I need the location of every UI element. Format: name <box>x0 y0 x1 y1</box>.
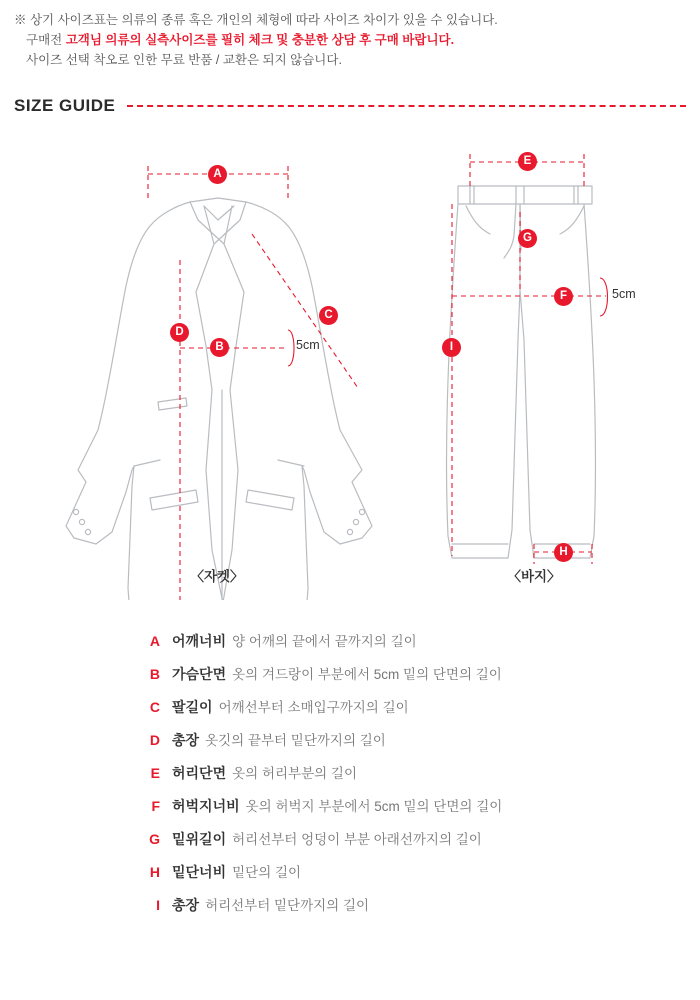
legend-row <box>0 828 700 861</box>
notice-line-2-prefix: 구매전 <box>26 33 66 47</box>
legend-row <box>0 795 700 828</box>
title-dashed-rule <box>127 105 686 107</box>
notice-line-2 <box>14 30 674 50</box>
legend-term: 허벅지너비 <box>172 798 240 814</box>
marker-e-pants-waist: E <box>518 152 537 171</box>
section-header <box>14 96 686 116</box>
legend-description: 옷의 허벅지 부분에서 5cm 밑의 단면의 길이 <box>245 799 503 814</box>
legend-key: H <box>149 864 160 880</box>
legend-row <box>0 762 700 795</box>
legend-description: 옷의 허리부분의 길이 <box>232 766 357 781</box>
legend-term: 팔길이 <box>172 699 213 715</box>
marker-h-pants-hem: H <box>554 543 573 562</box>
marker-d-jacket-length: D <box>170 323 189 342</box>
legend-key: B <box>149 666 160 682</box>
legend-key: G <box>149 831 160 847</box>
marker-c-jacket-sleeve: C <box>319 306 338 325</box>
legend-description: 허리선부터 엉덩이 부분 아래선까지의 길이 <box>232 832 482 847</box>
legend-row <box>0 696 700 729</box>
legend-key: I <box>156 897 160 913</box>
legend-description: 옷깃의 끝부터 밑단까지의 길이 <box>205 733 386 748</box>
pants-5cm-note: 5cm <box>612 287 636 301</box>
marker-g-pants-rise: G <box>518 229 537 248</box>
legend-description: 밑단의 길이 <box>232 865 302 880</box>
jacket-caption: 〈자켓〉 <box>190 569 244 584</box>
legend-key: E <box>150 765 160 781</box>
legend-description: 어깨선부터 소매입구까지의 길이 <box>218 700 409 715</box>
notice-line-1: ※ 상기 사이즈표는 의류의 종류 혹은 개인의 체형에 따라 사이즈 차이가 있을 수 있습니다. <box>14 13 498 27</box>
legend-key: A <box>149 633 160 649</box>
legend-description: 양 어깨의 끝에서 끝까지의 길이 <box>232 634 417 649</box>
legend-term: 허리단면 <box>172 765 227 781</box>
jacket-5cm-note: 5cm <box>296 338 320 352</box>
legend-key: D <box>149 732 160 748</box>
legend-row <box>0 729 700 762</box>
legend-term: 어깨너비 <box>172 633 227 649</box>
legend-key: C <box>149 699 160 715</box>
page-title: SIZE GUIDE <box>14 96 116 115</box>
pants-caption: 〈바지〉 <box>507 569 561 584</box>
legend-row <box>0 894 700 927</box>
marker-f-pants-thigh: F <box>554 287 573 306</box>
legend-term: 밑단너비 <box>172 864 227 880</box>
notice-line-2-highlight: 고객님 의류의 실측사이즈를 필히 체크 및 충분한 상담 후 구매 바랍니다. <box>65 33 455 47</box>
marker-i-pants-length: I <box>442 338 461 357</box>
measurement-legend <box>0 630 700 927</box>
legend-term: 총장 <box>172 897 200 913</box>
legend-term: 총장 <box>172 732 200 748</box>
notice-line-3: 사이즈 선택 착오로 인한 무료 반품 / 교환은 되지 않습니다. <box>26 53 342 67</box>
legend-term: 가슴단면 <box>172 666 227 682</box>
legend-description: 허리선부터 밑단까지의 길이 <box>205 898 370 913</box>
legend-description: 옷의 겨드랑이 부분에서 5cm 밑의 단면의 길이 <box>232 667 502 682</box>
legend-row <box>0 861 700 894</box>
marker-b-jacket-chest: B <box>210 338 229 357</box>
size-guide-illustration <box>0 140 700 600</box>
marker-a-jacket-shoulder: A <box>208 165 227 184</box>
legend-key: F <box>151 798 160 814</box>
legend-row <box>0 630 700 663</box>
diagram-area <box>0 140 700 600</box>
notice-block <box>14 10 674 70</box>
legend-term: 밑위길이 <box>172 831 227 847</box>
legend-row <box>0 663 700 696</box>
